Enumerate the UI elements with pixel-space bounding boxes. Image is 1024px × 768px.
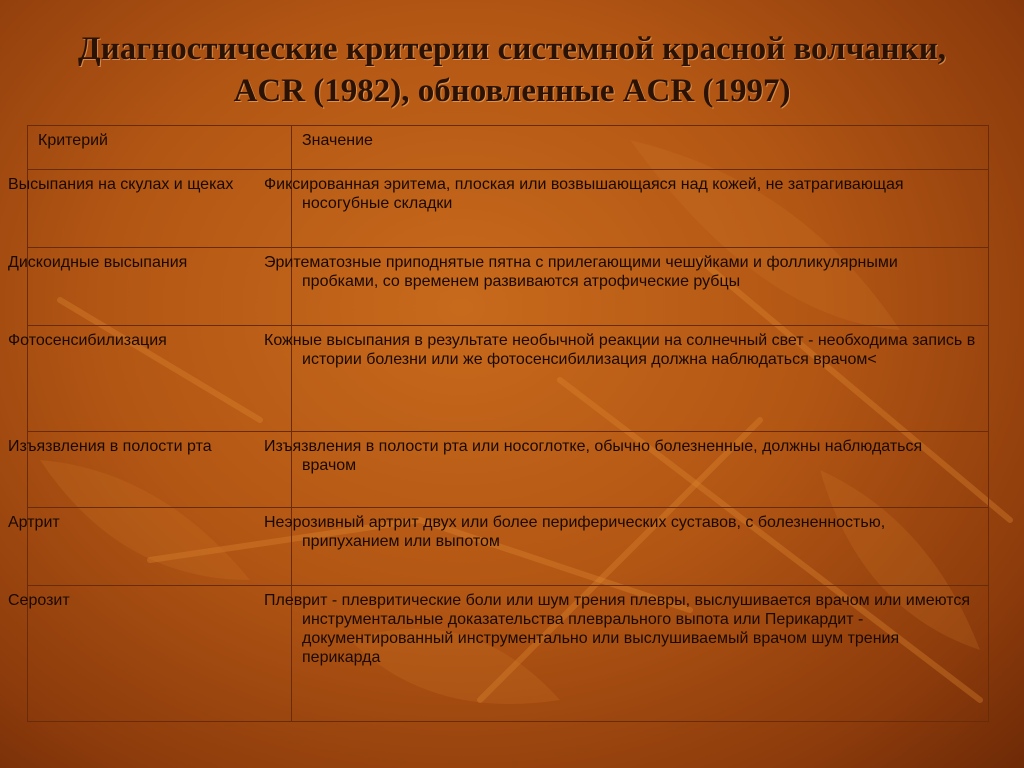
meaning-cell: Плеврит - плевритические боли или шум трения плевры, выслушивается врачом или имеются инструментальные доказательства плеврального выпота или Перикардит - документированный инструментально или выслушиваемый врачом шум трения перикарда bbox=[292, 586, 989, 722]
meaning-cell: Фиксированная эритема, плоская или возвышающаяся над кожей, не затрагивающая носогубные складки bbox=[292, 170, 989, 248]
title-line-2: ACR (1982), обновленные ACR (1997) bbox=[233, 73, 791, 109]
criterion-cell: Дискоидные высыпания bbox=[28, 248, 292, 326]
table-row bbox=[28, 170, 989, 248]
meaning-cell: Изъязвления в полости рта или носоглотке, обычно болезненные, должны наблюдаться врачом bbox=[292, 432, 989, 508]
criteria-table bbox=[8, 125, 989, 722]
header-criterion: Критерий bbox=[28, 126, 292, 170]
criterion-cell: Изъязвления в полости рта bbox=[28, 432, 292, 508]
table-row bbox=[28, 586, 989, 722]
criterion-cell: Артрит bbox=[28, 508, 292, 586]
meaning-cell: Эритематозные приподнятые пятна с прилегающими чешуйками и фолликулярными пробками, со временем развиваются атрофические рубцы bbox=[292, 248, 989, 326]
table-row bbox=[28, 248, 989, 326]
slide-title bbox=[20, 28, 1004, 112]
table-row bbox=[28, 432, 989, 508]
criterion-cell: Высыпания на скулах и щеках bbox=[28, 170, 292, 248]
table-row bbox=[28, 326, 989, 432]
header-meaning: Значение bbox=[292, 126, 989, 170]
table-row bbox=[28, 508, 989, 586]
table-header-row bbox=[28, 126, 989, 170]
meaning-cell: Кожные высыпания в результате необычной реакции на солнечный свет - необходима запись в истории болезни или же фотосенсибилизация должна наблюдаться врачом< bbox=[292, 326, 989, 432]
meaning-cell: Неэрозивный артрит двух или более периферических суставов, с болезненностью, припуханием или выпотом bbox=[292, 508, 989, 586]
criterion-cell: Серозит bbox=[28, 586, 292, 722]
title-line-1: Диагностические критерии системной красной волчанки, bbox=[78, 31, 946, 67]
criterion-cell: Фотосенсибилизация bbox=[28, 326, 292, 432]
